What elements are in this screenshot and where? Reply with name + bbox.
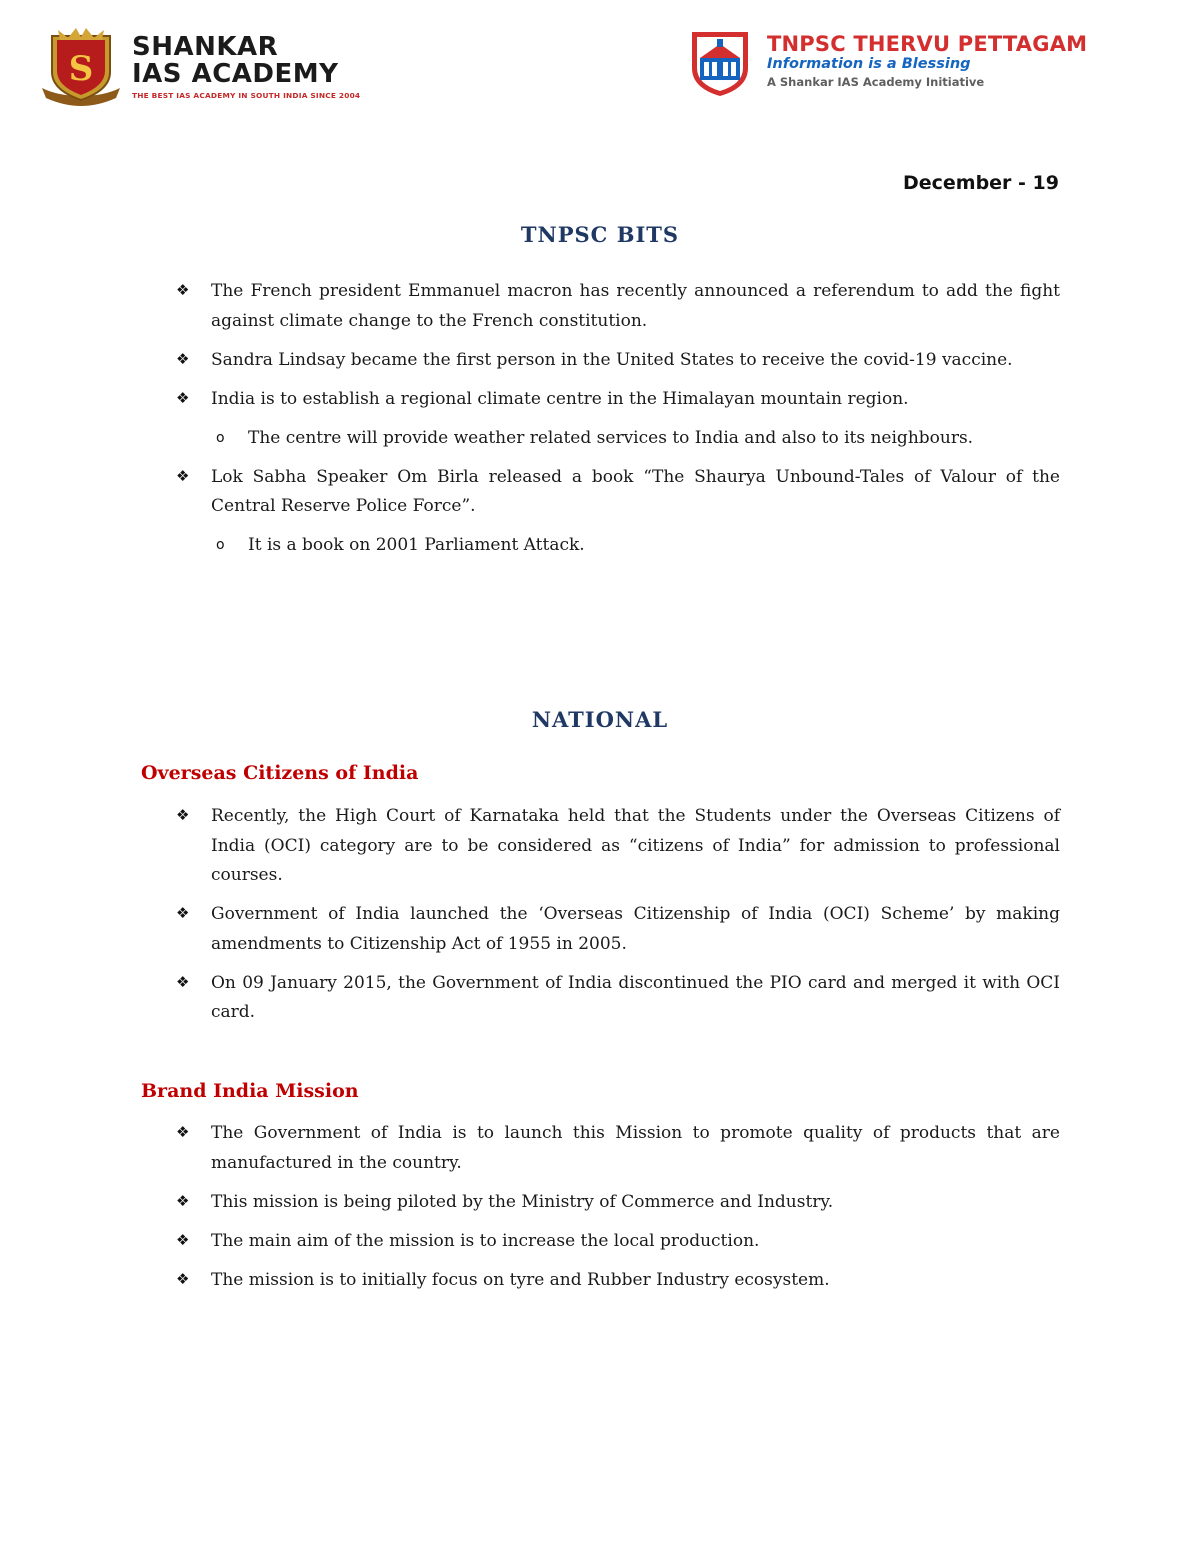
sub-list-item [211, 424, 1060, 454]
tnpsc-bits-list [176, 277, 1060, 570]
heading-brand-india-mission: Brand India Mission [141, 1080, 359, 1102]
diamond-bullet-icon: ❖ [176, 904, 190, 922]
list-item-text: Recently, the High Court of Karnataka held that the Students under the Overseas Citizens of India (OCI) category are to be considered as “citizens of India” for admission to professional courses. [211, 806, 1060, 885]
building-emblem-icon [688, 28, 752, 98]
list-item [176, 346, 1060, 376]
diamond-bullet-icon: ❖ [176, 466, 190, 485]
shankar-ias-logo [38, 26, 368, 110]
list-item [176, 463, 1060, 561]
list-item [176, 1188, 1060, 1218]
list-item-text: Sandra Lindsay became the first person in the United States to receive the covid-19 vaccine. [211, 349, 1013, 370]
section-title-tnpsc-bits: TNPSC BITS [520, 222, 680, 247]
sub-list-item-text: It is a book on 2001 Parliament Attack. [248, 535, 585, 555]
list-item [176, 1119, 1060, 1178]
list-item-text: The main aim of the mission is to increase the local production. [211, 1230, 760, 1251]
brand-india-list [176, 1119, 1060, 1305]
document-date: December - 19 [902, 172, 1059, 194]
diamond-bullet-icon: ❖ [176, 281, 190, 299]
list-item [176, 802, 1060, 891]
list-item [176, 900, 1060, 959]
list-item-text: Lok Sabha Speaker Om Birla released a book “The Shaurya Unbound-Tales of Valour of the Central Reserve Police Force”. [211, 466, 1060, 516]
heading-overseas-citizens: Overseas Citizens of India [141, 762, 419, 784]
list-item-text: Government of India launched the ‘Overseas Citizenship of India (OCI) Scheme’ by making amendments to Citizenship Act of 1955 in 2005. [211, 904, 1060, 954]
list-item-text: This mission is being piloted by the Ministry of Commerce and Industry. [211, 1191, 834, 1212]
diamond-bullet-icon: ❖ [176, 388, 190, 407]
list-item-text: On 09 January 2015, the Government of India discontinued the PIO card and merged it with OCI card. [211, 972, 1060, 1022]
brand-name-line1: SHANKAR [132, 32, 279, 62]
list-item-text: The Government of India is to launch this Mission to promote quality of products that are manufactured in the country. [211, 1123, 1060, 1173]
list-item [176, 1266, 1060, 1296]
section-title-national: NATIONAL [531, 707, 669, 732]
sub-list [176, 531, 1060, 561]
diamond-bullet-icon: ❖ [176, 1230, 190, 1249]
diamond-bullet-icon: ❖ [176, 806, 190, 824]
brand-tagline: THE BEST IAS ACADEMY IN SOUTH INDIA SINCE 2004 [132, 91, 361, 100]
list-item-text: The French president Emmanuel macron has recently announced a referendum to add the fight against climate change to the French constitution. [211, 281, 1060, 331]
circle-bullet-icon: o [216, 429, 225, 446]
brand-tagline-blue: Information is a Blessing [767, 56, 971, 72]
list-item [176, 1227, 1060, 1257]
oci-list [176, 802, 1060, 1037]
brand-subline: A Shankar IAS Academy Initiative [767, 75, 985, 89]
circle-bullet-icon: o [216, 537, 225, 553]
list-item [176, 969, 1060, 1028]
sub-list-item-text: The centre will provide weather related services to India and also to its neighbours. [248, 427, 974, 448]
svg-text:S: S [68, 49, 94, 89]
diamond-bullet-icon: ❖ [176, 349, 190, 368]
sub-list-item [211, 531, 1060, 561]
list-item-text: India is to establish a regional climate centre in the Himalayan mountain region. [211, 388, 909, 409]
page-header [0, 0, 1200, 130]
brand-name-line2: IAS ACADEMY [132, 59, 339, 89]
diamond-bullet-icon: ❖ [176, 972, 190, 991]
list-item [176, 277, 1060, 336]
diamond-bullet-icon: ❖ [176, 1269, 190, 1288]
list-item [176, 385, 1060, 454]
diamond-bullet-icon: ❖ [176, 1123, 190, 1141]
list-item-text: The mission is to initially focus on tyre and Rubber Industry ecosystem. [211, 1269, 830, 1290]
sub-list [176, 424, 1060, 454]
brand-title: TNPSC THERVU PETTAGAM [767, 32, 1088, 56]
diamond-bullet-icon: ❖ [176, 1191, 190, 1210]
tnpsc-thervu-pettagam-logo [688, 28, 1158, 102]
crest-logo-icon [38, 26, 124, 106]
